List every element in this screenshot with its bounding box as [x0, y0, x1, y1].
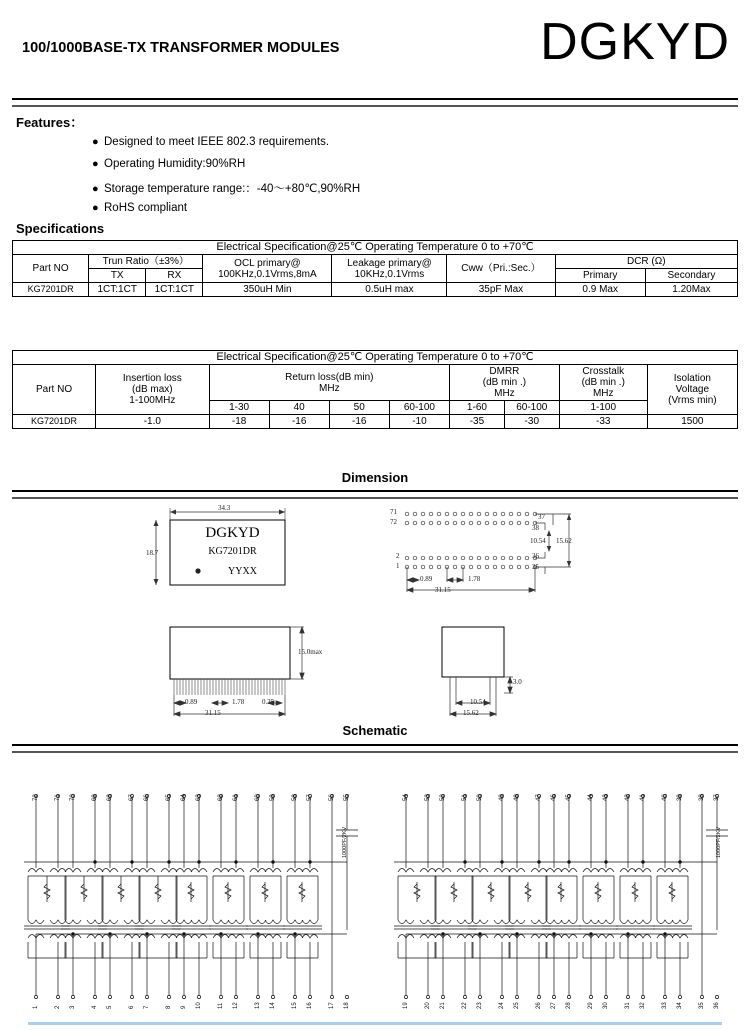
cell-leakage: 0.5uH max	[332, 283, 447, 297]
header-isolation-line3: (Vrms min)	[668, 395, 717, 406]
schematic-right-block	[392, 790, 742, 1010]
cell-isolation: 1500	[647, 415, 737, 429]
electrical-spec-table-2	[12, 350, 738, 429]
schematic-pin-31: 31	[625, 1002, 631, 1009]
cell-cww: 35pF Max	[447, 283, 555, 297]
header-crosstalk-band: 1-100	[559, 401, 647, 415]
feature-text: Operating Humidity:90%RH	[104, 158, 246, 170]
schematic-pin-35: 35	[699, 1002, 705, 1009]
pin-pitch-label: 0.89	[420, 575, 433, 583]
schematic-pin-32: 32	[640, 1002, 646, 1009]
header-insertion-line2: (dB max)	[132, 384, 173, 395]
side-view-inner-label: 10.54	[470, 698, 486, 706]
cell-return-loss: -10	[389, 415, 449, 429]
header-part-no: Part NO	[13, 365, 96, 415]
header-crosstalk-line3: MHz	[592, 388, 614, 399]
schematic-pin-36: 36	[714, 1002, 720, 1009]
front-view-height-label: 15.0max	[298, 648, 323, 656]
header-ocl-line2: 100KHz,0.1Vrms,8mA	[218, 268, 317, 280]
capacitor-label-left: 1000PF/2KV	[342, 826, 348, 858]
schematic-pin-23: 23	[477, 1002, 483, 1009]
cell-rx: 1CT:1CT	[146, 283, 203, 297]
bullet-icon: ●	[92, 158, 99, 170]
feature-text: Designed to meet IEEE 802.3 requirements.	[104, 136, 330, 148]
schematic-pin-20: 20	[425, 1002, 431, 1009]
schematic-pin-33: 33	[662, 1002, 668, 1009]
schematic-pin-38: 38	[699, 794, 705, 801]
header-turn-ratio: Trun Ratio（±3%）	[89, 255, 203, 269]
side-view-pin-length-label: 3.0	[513, 678, 522, 686]
cell-return-loss: -16	[329, 415, 389, 429]
schematic-pin-1: 1	[33, 1005, 39, 1009]
schematic-pin-68: 68	[107, 794, 113, 801]
header-rl-band: 60-100	[389, 401, 449, 415]
cell-part-no: KG7201DR	[13, 415, 96, 429]
top-view-date-code: YYXX	[228, 566, 257, 577]
schematic-pin-5: 5	[107, 1005, 113, 1009]
header-dmrr	[450, 365, 560, 401]
schematic-pin-40: 40	[662, 794, 668, 801]
schematic-pin-4: 4	[92, 1005, 98, 1009]
header-crosstalk	[559, 365, 647, 401]
table-banner-row	[13, 351, 738, 365]
schematic-pin-50: 50	[477, 794, 483, 801]
table-row	[13, 415, 738, 429]
header-ocl	[203, 255, 332, 283]
header-dmrr-band: 60-100	[504, 401, 559, 415]
cell-ocl: 350uH Min	[203, 283, 332, 297]
top-view-height-label: 18.7	[146, 549, 159, 557]
schematic-pin-64: 64	[181, 794, 187, 801]
schematic-pin-2: 2	[55, 1005, 61, 1009]
schematic-pin-58: 58	[292, 794, 298, 801]
feature-item	[92, 136, 329, 148]
cell-dcr-secondary: 1.20Max	[645, 283, 737, 297]
schematic-pin-12: 12	[233, 1002, 239, 1009]
front-view-length-label: 31.15	[205, 709, 221, 717]
schematic-pin-8: 8	[166, 1005, 172, 1009]
schematic-pin-42: 42	[625, 794, 631, 801]
schematic-pin-48: 48	[514, 794, 520, 801]
capacitor-label-right: 1000PF/2KV	[716, 826, 722, 858]
schematic-pin-16: 16	[307, 1002, 313, 1009]
schematic-pin-37: 37	[714, 794, 720, 801]
table-header-row	[13, 255, 738, 269]
pin-label-38: 38	[532, 524, 539, 532]
cell-part-no: KG7201DR	[13, 283, 89, 297]
header-isolation-line1: Isolation	[673, 373, 711, 384]
feature-item	[92, 158, 245, 170]
schematic-pin-62: 62	[218, 794, 224, 801]
schematic-pin-47: 47	[536, 794, 542, 801]
schematic-pin-70: 70	[70, 794, 76, 801]
pin-row-space-label: 1.78	[468, 575, 481, 583]
cell-insertion-loss: -1.0	[96, 415, 209, 429]
header-dcr: DCR (Ω)	[555, 255, 737, 269]
bullet-icon: ●	[92, 136, 99, 148]
schematic-pin-45: 45	[566, 794, 572, 801]
header-dcr-primary: Primary	[555, 269, 645, 283]
top-view-brand: DGKYD	[205, 525, 260, 541]
schematic-pin-55: 55	[344, 794, 350, 801]
header-insertion-loss	[96, 365, 209, 415]
header-return-loss	[209, 365, 450, 401]
pin-label-36: 36	[532, 552, 539, 560]
pin-depth-outer-label: 15.62	[556, 537, 572, 545]
header-cww: Cww（Pri.:Sec.）	[447, 255, 555, 283]
schematic-pin-34: 34	[677, 1002, 683, 1009]
schematic-pin-21: 21	[440, 1002, 446, 1009]
schematic-divider	[12, 744, 738, 753]
schematic-pin-26: 26	[536, 1002, 542, 1009]
bullet-icon: ●	[92, 202, 99, 214]
pin-length-label: 31.15	[435, 586, 451, 594]
front-view-drawing	[150, 615, 350, 725]
schematic-pin-52: 52	[440, 794, 446, 801]
schematic-pin-43: 43	[603, 794, 609, 801]
header-rl-band: 40	[269, 401, 329, 415]
schematic-pin-30: 30	[603, 1002, 609, 1009]
header-crosstalk-line2: (dB min .)	[581, 377, 625, 388]
side-view-drawing	[420, 615, 580, 725]
header-part-no: Part NO	[13, 255, 89, 283]
pin-label-1: 1	[396, 562, 400, 570]
schematic-pin-63: 63	[196, 794, 202, 801]
features-heading: Features：	[16, 115, 84, 130]
schematic-pin-44: 44	[588, 794, 594, 801]
front-view-pin-width-label: 0.35	[262, 698, 275, 706]
specifications-heading: Specifications	[16, 221, 105, 236]
header-return-line2: MHz	[319, 382, 340, 394]
feature-item	[92, 180, 360, 196]
schematic-pin-18: 18	[344, 1002, 350, 1009]
schematic-pin-24: 24	[499, 1002, 505, 1009]
table-row	[13, 283, 738, 297]
schematic-pin-25: 25	[514, 1002, 520, 1009]
schematic-pin-10: 10	[196, 1002, 202, 1009]
header-dmrr-line2: (dB min .)	[482, 377, 527, 388]
schematic-pin-61: 61	[233, 794, 239, 801]
header-isolation	[647, 365, 737, 415]
page-title: 100/1000BASE-TX TRANSFORMER MODULES	[22, 40, 340, 56]
header-leakage-line2: 10KHz,0.1Vrms	[354, 268, 425, 280]
schematic-pin-51: 51	[462, 794, 468, 801]
header-isolation-line2: Voltage	[675, 384, 710, 395]
feature-text: RoHS compliant	[104, 202, 188, 214]
schematic-pin-11: 11	[218, 1002, 224, 1009]
schematic-pin-41: 41	[640, 794, 646, 801]
schematic-left-block	[18, 790, 378, 1010]
header-rl-band: 50	[329, 401, 389, 415]
schematic-pin-7: 7	[144, 1005, 150, 1009]
schematic-pin-39: 39	[677, 794, 683, 801]
schematic-pin-46: 46	[551, 794, 557, 801]
pin-label-72: 72	[390, 518, 397, 526]
cell-return-loss: -18	[209, 415, 269, 429]
schematic-pin-15: 15	[292, 1002, 298, 1009]
pin-label-2: 2	[396, 552, 400, 560]
cell-dmrr: -30	[504, 415, 559, 429]
schematic-pin-17: 17	[329, 1002, 335, 1009]
feature-text: Storage temperature range:：-40～+80℃,90%RH	[104, 183, 361, 195]
page-header	[0, 0, 750, 96]
header-dcr-secondary: Secondary	[645, 269, 737, 283]
cell-return-loss: -16	[269, 415, 329, 429]
schematic-pin-29: 29	[588, 1002, 594, 1009]
header-return-line1: Return loss(dB min)	[285, 371, 374, 383]
header-divider	[12, 98, 738, 107]
top-view-part-number: KG7201DR	[208, 546, 257, 557]
table-banner-row	[13, 241, 738, 255]
header-dmrr-band: 1-60	[450, 401, 505, 415]
dimension-heading: Dimension	[341, 470, 409, 485]
schematic-pin-57: 57	[307, 794, 313, 801]
schematic-pin-27: 27	[551, 1002, 557, 1009]
schematic-pin-69: 69	[92, 794, 98, 801]
header-leakage	[332, 255, 447, 283]
schematic-pin-59: 59	[270, 794, 276, 801]
pin-layout-drawing	[385, 500, 575, 600]
schematic-pin-65: 65	[166, 794, 172, 801]
schematic-heading: Schematic	[342, 723, 408, 738]
top-view-width-label: 34.3	[218, 504, 231, 512]
schematic-pin-13: 13	[255, 1002, 261, 1009]
schematic-pin-6: 6	[129, 1005, 135, 1009]
front-view-row-space-label: 1.78	[232, 698, 245, 706]
header-dmrr-line1: DMRR	[489, 366, 520, 377]
footer-divider	[28, 1022, 722, 1025]
pin-depth-inner-label: 10.54	[530, 537, 546, 545]
schematic-pin-19: 19	[403, 1002, 409, 1009]
cell-dcr-primary: 0.9 Max	[555, 283, 645, 297]
header-crosstalk-line1: Crosstalk	[582, 366, 625, 377]
side-view-outer-label: 15.62	[463, 709, 479, 717]
schematic-pin-14: 14	[270, 1002, 276, 1009]
header-rx: RX	[146, 269, 203, 283]
schematic-pin-67: 67	[129, 794, 135, 801]
schematic-pin-72: 72	[33, 794, 39, 801]
header-insertion-line1: Insertion loss	[122, 373, 182, 384]
brand-logo: DGKYD	[540, 13, 730, 71]
electrical-spec-table-1	[12, 240, 738, 297]
schematic-pin-22: 22	[462, 1002, 468, 1009]
bullet-icon: ●	[92, 183, 99, 195]
schematic-pin-66: 66	[144, 794, 150, 801]
header-tx: TX	[89, 269, 146, 283]
table1-banner: Electrical Specification@25℃ Operating Temperature 0 to +70℃	[13, 241, 738, 255]
schematic-pin-28: 28	[566, 1002, 572, 1009]
header-ocl-line1: OCL primary@	[234, 257, 301, 269]
schematic-pin-9: 9	[181, 1005, 187, 1009]
dimension-divider	[12, 490, 738, 499]
cell-dmrr: -35	[450, 415, 505, 429]
header-rl-band: 1-30	[209, 401, 269, 415]
feature-item	[92, 202, 187, 214]
cell-crosstalk: -33	[559, 415, 647, 429]
schematic-pin-3: 3	[70, 1005, 76, 1009]
schematic-pin-56: 56	[329, 794, 335, 801]
pin-label-37: 37	[538, 513, 545, 521]
header-leakage-line1: Leakage primary@	[347, 257, 432, 269]
table2-banner: Electrical Specification@25℃ Operating Temperature 0 to +70℃	[13, 351, 738, 365]
header-dmrr-line3: MHz	[494, 388, 515, 399]
schematic-pin-49: 49	[499, 794, 505, 801]
schematic-pin-53: 53	[425, 794, 431, 801]
cell-tx: 1CT:1CT	[89, 283, 146, 297]
pin-label-35: 35	[532, 563, 539, 571]
schematic-pin-54: 54	[403, 794, 409, 801]
schematic-pin-71: 71	[55, 794, 61, 801]
pin-label-71: 71	[390, 508, 397, 516]
header-insertion-line3: 1-100MHz	[129, 395, 176, 406]
schematic-pin-60: 60	[255, 794, 261, 801]
front-view-pitch-label: 0.89	[185, 698, 198, 706]
table-header-row	[13, 365, 738, 401]
